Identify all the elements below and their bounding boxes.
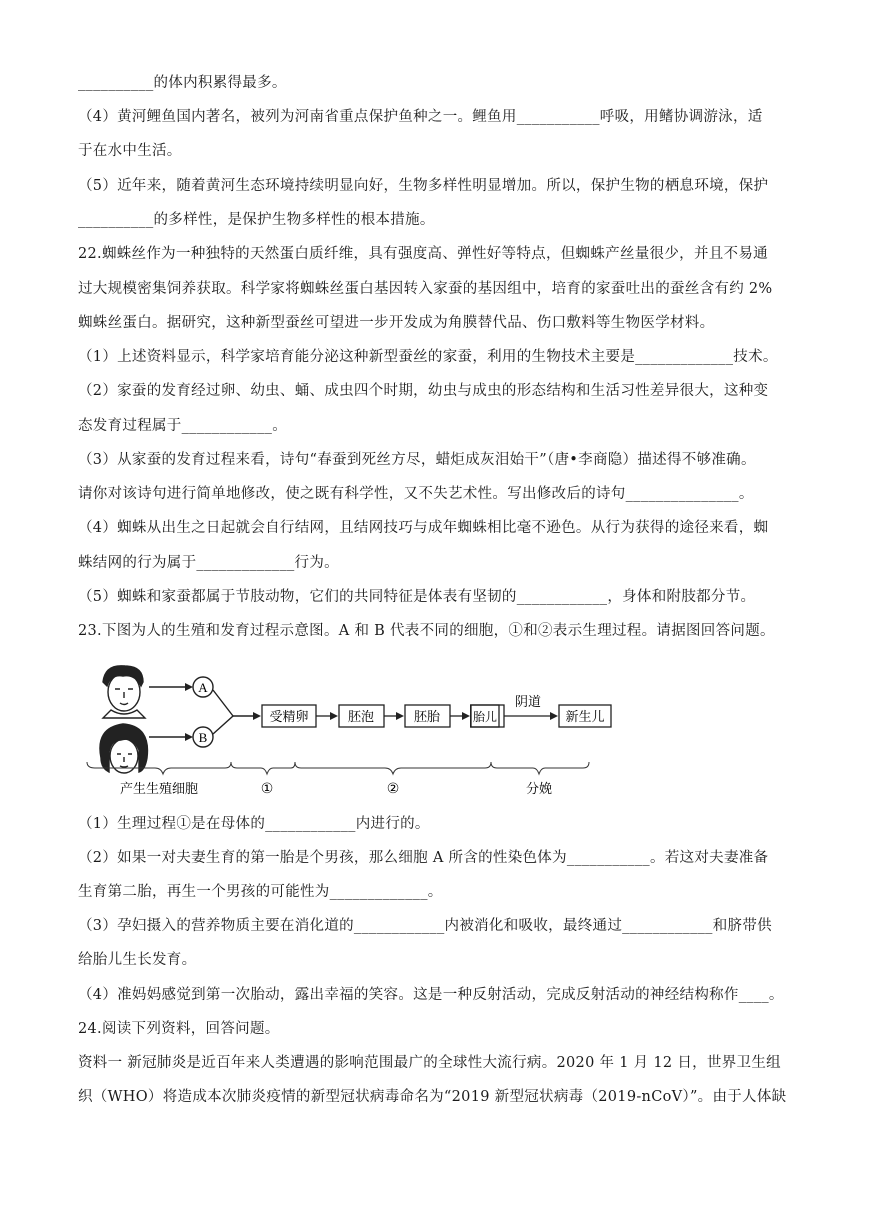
text-line: （3）从家蚕的发育过程来看，诗句“春蚕到死丝方尽，蜡炬成灰泪始干”（唐•李商隐）描述得不够准确。 [78,452,756,468]
text-line: 资料一 新冠肺炎是近百年来人类遭遇的影响范围最广的全球性大流行病。2020 年 1 月 12 日，世界卫生组 [78,1055,781,1071]
text-line: 织（WHO）将造成本次肺炎疫情的新型冠状病毒命名为“2019 新型冠状病毒（2019-nCoV）”。由于人体缺 [78,1089,787,1105]
vagina-label: 阴道 [514,695,542,710]
text-line: 请你对该诗句进行简单地修改，使之既有科学性，又不失艺术性。写出修改后的诗句_______________。 [78,486,754,502]
newborn-label: 新生儿 [565,710,605,725]
text-line: （5）近年来，随着黄河生态环境持续明显向好，生物多样性明显增加。所以，保护生物的栖息环境，保护 [78,178,769,194]
embryo-label: 胚胎 [413,710,441,725]
text-line: （4）准妈妈感觉到第一次胎动，露出幸福的笑容。这是一种反射活动，完成反射活动的神经结构称作____。 [78,987,784,1003]
text-line: __________的体内积累得最多。 [78,75,287,91]
stage-label: ② [386,781,400,797]
text-line: 过大规模密集饲养获取。科学家将蜘蛛丝蛋白基因转入家蚕的基因组中，培育的家蚕吐出的蚕丝含有约 2% [78,281,773,297]
text-line: 蛛结网的行为属于_____________行为。 [78,555,339,571]
text-line: （3）孕妇摄入的营养物质主要在消化道的____________内被消化和吸收，最终通过____________和脐带供 [78,918,772,934]
blastocyst-label: 胚泡 [347,710,375,725]
cell-a-label: A [198,680,208,695]
stage-braces [85,760,625,800]
text-line: （5）蜘蛛和家蚕都属于节肢动物，它们的共同特征是体表有坚韧的____________，身体和附肢都分节。 [78,589,756,605]
text-line: （2）家蚕的发育经过卵、幼虫、蛹、成虫四个时期，幼虫与成虫的形态结构和生活习性差异很大，这种变 [78,383,769,399]
stage-label: 分娩 [525,782,553,797]
question-24: 24.阅读下列资料，回答问题。 [78,1021,280,1037]
text-line: （1）上述资料显示，科学家培育能分泌这种新型蚕丝的家蚕，利用的生物技术主要是_____________技术。 [78,349,778,365]
text-line: 态发育过程属于____________。 [78,418,287,434]
text-line: 于在水中生活。 [78,143,182,159]
text-line: 生育第二胎，再生一个男孩的可能性为_____________。 [78,884,443,900]
man-icon [103,666,145,718]
stage-label: ① [260,781,274,797]
zygote-label: 受精卵 [269,710,309,725]
fetus-label: 胎儿 [472,710,498,724]
fetus-box-end [470,705,504,727]
question-22: 22.蜘蛛丝作为一种独特的天然蛋白质纤维，具有强度高、弹性好等特点，但蜘蛛产丝量很少，并且不易通 [78,246,768,262]
text-line: 蜘蛛丝蛋白。据研究，这种新型蚕丝可望进一步开发成为角膜替代品、伤口敷料等生物医学材料。 [78,315,715,331]
text-line: （1）生理过程①是在母体的____________内进行的。 [78,816,430,832]
stage-label: 产生生殖细胞 [119,782,199,797]
cell-b-label: B [198,730,208,745]
question-23: 23.下图为人的生殖和发育过程示意图。A 和 B 代表不同的细胞，①和②表示生理过程。请据图回答问题。 [78,623,775,639]
text-line: （4）蜘蛛从出生之日起就会自行结网，且结网技巧与成年蜘蛛相比毫不逊色。从行为获得的途径来看，蜘 [78,520,769,536]
text-line: （4）黄河鲤鱼国内著名，被列为河南省重点保护鱼种之一。鲤鱼用___________呼吸，用鳍协调游泳，适 [78,109,763,125]
text-line: __________的多样性，是保护生物多样性的根本措施。 [78,212,435,228]
text-line: （2）如果一对夫妻生育的第一胎是个男孩，那么细胞 A 所含的性染色体为___________。若这对夫妻准备 [78,850,769,866]
text-line: 给胎儿生长发育。 [78,952,197,968]
